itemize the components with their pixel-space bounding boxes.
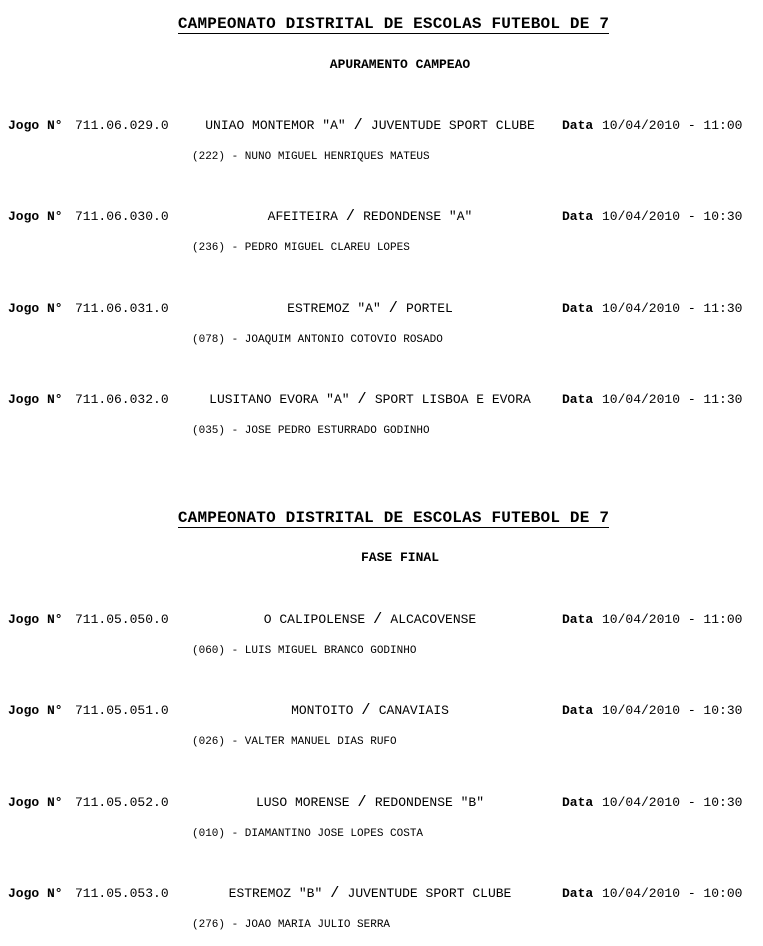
away-team: ALCACOVENSE — [390, 612, 477, 627]
game-entry — [0, 886, 763, 946]
game-number: 711.06.030.0 — [75, 209, 169, 224]
game-number-label: Jogo N° — [8, 886, 63, 901]
match-teams — [178, 886, 562, 901]
match-teams — [178, 703, 562, 718]
date-time: 10/04/2010 - 11:00 — [602, 612, 743, 627]
date-time: 10/04/2010 - 10:30 — [602, 703, 743, 718]
game-number: 711.05.052.0 — [75, 795, 169, 810]
home-team: O CALIPOLENSE — [263, 612, 366, 627]
away-team: REDONDENSE "B" — [374, 795, 485, 810]
date-label: Data — [562, 886, 594, 901]
game-number: 711.05.051.0 — [75, 703, 169, 718]
home-team: AFEITEIRA — [267, 209, 338, 224]
section-subtitle: FASE FINAL — [360, 550, 439, 565]
game-number-label: Jogo N° — [8, 795, 63, 810]
team-separator: / — [345, 209, 356, 224]
game-entry — [0, 209, 763, 269]
game-row — [0, 209, 763, 227]
date-label: Data — [562, 612, 594, 627]
team-separator: / — [388, 301, 399, 316]
game-row — [0, 612, 763, 630]
game-row — [0, 301, 763, 319]
date-time: 10/04/2010 - 11:00 — [602, 118, 743, 133]
match-teams — [178, 612, 562, 627]
date-time: 10/04/2010 - 11:30 — [602, 392, 743, 407]
section-title: CAMPEONATO DISTRITAL DE ESCOLAS FUTEBOL DE 7 — [177, 509, 610, 527]
date-label: Data — [562, 301, 594, 316]
home-team: LUSO MORENSE — [255, 795, 350, 810]
referee: (035) - JOSE PEDRO ESTURRADO GODINHO — [192, 425, 430, 437]
game-row — [0, 392, 763, 410]
away-team: REDONDENSE "A" — [363, 209, 473, 224]
home-team: UNIAO MONTEMOR "A" — [205, 118, 346, 133]
section-title: CAMPEONATO DISTRITAL DE ESCOLAS FUTEBOL DE 7 — [177, 15, 610, 33]
game-entry — [0, 301, 763, 361]
game-number-label: Jogo N° — [8, 301, 63, 316]
game-number: 711.05.050.0 — [75, 612, 169, 627]
game-row — [0, 886, 763, 904]
away-team: CANAVIAIS — [378, 703, 449, 718]
game-number-label: Jogo N° — [8, 392, 63, 407]
game-number: 711.05.053.0 — [75, 886, 169, 901]
date-label: Data — [562, 795, 594, 810]
game-number-label: Jogo N° — [8, 118, 63, 133]
referee: (276) - JOAO MARIA JULIO SERRA — [192, 919, 391, 931]
referee: (236) - PEDRO MIGUEL CLAREU LOPES — [192, 242, 410, 254]
game-entry — [0, 392, 763, 452]
team-separator: / — [353, 118, 364, 133]
team-separator: / — [357, 795, 367, 810]
match-teams — [178, 795, 562, 810]
section-subtitle: APURAMENTO CAMPEAO — [329, 57, 471, 72]
date-time: 10/04/2010 - 10:30 — [602, 795, 743, 810]
game-row — [0, 703, 763, 721]
home-team: ESTREMOZ "B" — [228, 886, 323, 901]
match-teams — [178, 392, 562, 407]
referee: (010) - DIAMANTINO JOSE LOPES COSTA — [192, 828, 424, 840]
team-separator: / — [361, 703, 371, 718]
game-row — [0, 118, 763, 136]
home-team: LUSITANO EVORA "A" — [209, 392, 350, 407]
referee: (078) - JOAQUIM ANTONIO COTOVIO ROSADO — [192, 334, 443, 346]
date-time: 10/04/2010 - 11:30 — [602, 301, 743, 316]
home-team: MONTOITO — [291, 703, 354, 718]
away-team: SPORT LISBOA E EVORA — [374, 392, 531, 407]
match-teams — [178, 301, 562, 316]
home-team: ESTREMOZ "A" — [287, 301, 381, 316]
game-number-label: Jogo N° — [8, 209, 63, 224]
match-teams — [178, 118, 562, 133]
game-number-label: Jogo N° — [8, 703, 63, 718]
game-number-label: Jogo N° — [8, 612, 63, 627]
game-row — [0, 795, 763, 813]
game-entry — [0, 612, 763, 672]
game-number: 711.06.031.0 — [75, 301, 169, 316]
team-separator: / — [372, 612, 383, 627]
date-label: Data — [562, 392, 594, 407]
date-label: Data — [562, 118, 594, 133]
game-number: 711.06.029.0 — [75, 118, 169, 133]
referee: (060) - LUIS MIGUEL BRANCO GODINHO — [192, 645, 417, 657]
away-team: JUVENTUDE SPORT CLUBE — [370, 118, 535, 133]
date-time: 10/04/2010 - 10:00 — [602, 886, 743, 901]
match-teams — [178, 209, 562, 224]
game-number: 711.06.032.0 — [75, 392, 169, 407]
referee: (026) - VALTER MANUEL DIAS RUFO — [192, 736, 397, 748]
game-entry — [0, 118, 763, 178]
date-time: 10/04/2010 - 10:30 — [602, 209, 743, 224]
team-separator: / — [330, 886, 340, 901]
away-team: JUVENTUDE SPORT CLUBE — [347, 886, 512, 901]
away-team: PORTEL — [406, 301, 453, 316]
team-separator: / — [357, 392, 367, 407]
game-entry — [0, 703, 763, 763]
date-label: Data — [562, 209, 594, 224]
referee: (222) - NUNO MIGUEL HENRIQUES MATEUS — [192, 151, 430, 163]
date-label: Data — [562, 703, 594, 718]
game-entry — [0, 795, 763, 855]
